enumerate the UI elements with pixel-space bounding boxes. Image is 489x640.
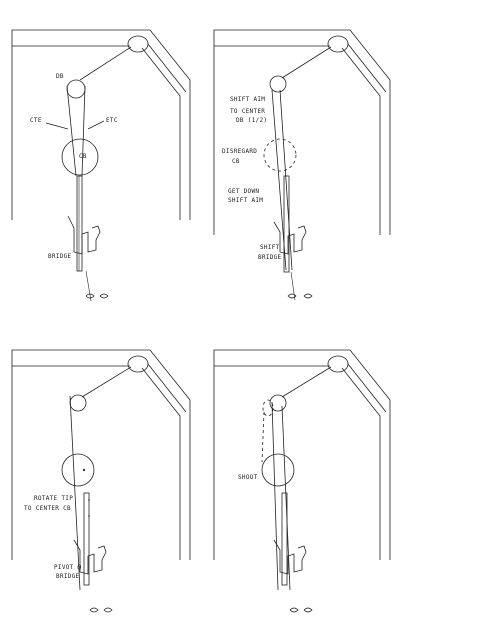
object-ball — [70, 395, 86, 411]
eye-icon — [288, 294, 312, 298]
label-cb: CB — [79, 153, 87, 160]
label-bridge: BRIDGE — [48, 253, 72, 260]
label-to-center-cb: TO CENTER CB — [24, 505, 71, 512]
label-shift-aim: SHIFT AIM — [230, 96, 266, 103]
object-ball — [67, 80, 85, 98]
corner-pocket — [128, 356, 148, 372]
cue-edge-right — [82, 86, 85, 176]
etc-arrow — [88, 121, 104, 129]
label-shift-aim-2: SHIFT AIM — [228, 197, 264, 204]
corner-pocket — [328, 356, 348, 372]
cue-path-right — [282, 406, 290, 590]
bridge-hand — [68, 216, 100, 254]
cte-arrow — [46, 123, 68, 129]
panel-1 — [12, 30, 190, 301]
aim-line — [282, 367, 331, 397]
label-etc: ETC — [106, 117, 118, 124]
table-corner — [214, 30, 390, 235]
aim-line — [80, 47, 131, 80]
bridge-hand — [274, 540, 306, 574]
ghost-line-left — [262, 412, 264, 462]
cue-ball-center — [83, 469, 85, 471]
label-bridge: BRIDGE — [258, 254, 282, 261]
label-disregard: DISREGARD — [222, 148, 258, 155]
eye-icon — [86, 294, 108, 298]
aim-line — [82, 367, 131, 397]
label-shoot: SHOOT — [238, 474, 258, 481]
label-cb: CB — [232, 158, 240, 165]
eye-icon — [90, 608, 112, 612]
cue-shaft — [77, 176, 82, 271]
cue-line-left — [70, 396, 80, 590]
object-ball — [270, 76, 286, 92]
cue-ball — [262, 454, 294, 486]
label-rotate-tip: ROTATE TIP — [34, 495, 74, 502]
label-get-down: GET DOWN — [228, 188, 260, 195]
panel-3 — [12, 350, 190, 612]
corner-pocket — [128, 36, 148, 52]
table-corner — [12, 30, 190, 220]
shifted-cue-right — [280, 90, 292, 270]
label-shift: SHIFT — [260, 244, 280, 251]
eye-icon — [290, 608, 312, 612]
panel-2 — [214, 30, 390, 300]
aim-line — [282, 47, 331, 78]
label-db-half: DB (1/2) — [236, 117, 268, 124]
corner-pocket — [328, 36, 348, 52]
table-corner — [12, 350, 190, 560]
cue-path-left — [272, 402, 278, 590]
label-to-center: TO CENTER — [230, 108, 266, 115]
label-cte: CTE — [30, 117, 42, 124]
label-pivot: PIVOT @ — [54, 564, 82, 571]
label-db: DB — [56, 73, 64, 80]
panel-4 — [214, 350, 390, 612]
table-corner — [214, 350, 390, 560]
label-bridge: BRIDGE — [56, 573, 80, 580]
cue-ball-disregard — [264, 139, 296, 171]
cue-edge-left — [67, 86, 76, 176]
cue-ball — [62, 454, 94, 486]
